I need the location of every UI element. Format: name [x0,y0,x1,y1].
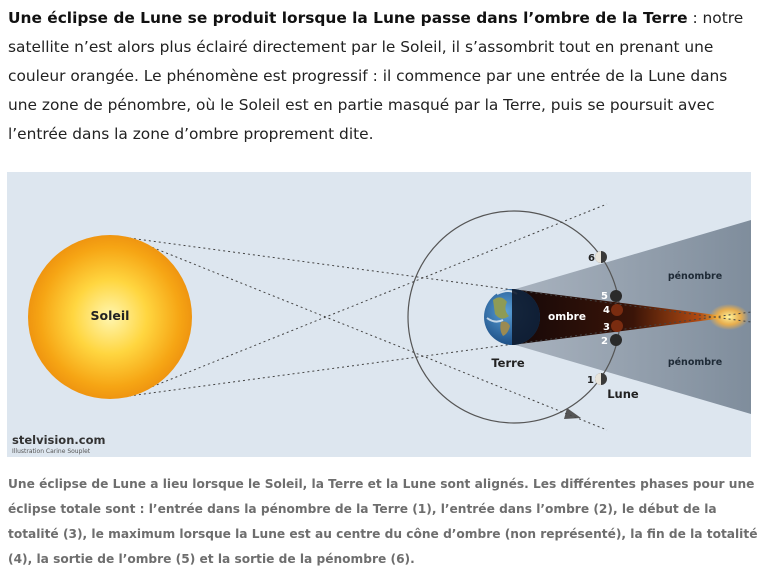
earth-label: Terre [491,356,525,370]
figure-caption: Une éclipse de Lune a lieu lorsque le Soleil, la Terre et la Lune sont alignés. Les différentes phases pour une éclipse totale sont : l’entrée dans la pénombre de la Terre (1), l’entrée dans l’ombre (2), le début de la totalité (3), le maximum lorsque la Lune est au centre du cône d’ombre (non représenté), la fin de la totalité (4), la sortie de l’ombre (5) et la sortie de la pénombre (6). [8,477,758,566]
moon-phase-2 [610,334,622,346]
sun-label: Soleil [90,308,130,323]
earth-globe [484,289,540,345]
phase-number-2: 2 [601,336,608,347]
intro-paragraph [8,4,760,149]
phase-number-5: 5 [601,291,608,302]
credit-site: stelvision.com [12,433,106,447]
penumbra-bottom-label: pénombre [667,357,723,368]
moon-phase-3 [611,320,623,332]
phase-number-3: 3 [603,322,610,333]
moon-label: Lune [607,387,639,401]
phase-number-1: 1 [587,375,594,386]
diagram-svg [7,172,751,457]
moon-phase-6 [595,251,607,263]
moon-phase-1 [595,373,607,385]
penumbra-top-label: pénombre [667,271,723,282]
phase-number-6: 6 [588,253,595,264]
umbra-label: ombre [548,311,586,323]
lunar-eclipse-diagram [7,172,751,457]
moon-phase-5 [610,290,622,302]
intro-rest-text: : notre satellite n’est alors plus éclairé directement par le Soleil, il s’assombrit tout en prenant une couleur orangée. Le phénomène est progressif : il commence par une entrée de la Lune dans une zone de pénombre, où le Soleil est en partie masqué par la Terre, puis se poursuit avec l’entrée dans la zone d’ombre proprement dite. [8,9,744,143]
phase-number-4: 4 [603,305,610,316]
intro-bold-sentence: Une éclipse de Lune se produit lorsque la Lune passe dans l’ombre de la Terre [8,9,688,27]
credit-illustrator: Illustration Carine Souplet [12,448,91,455]
moon-phase-4 [611,304,623,316]
